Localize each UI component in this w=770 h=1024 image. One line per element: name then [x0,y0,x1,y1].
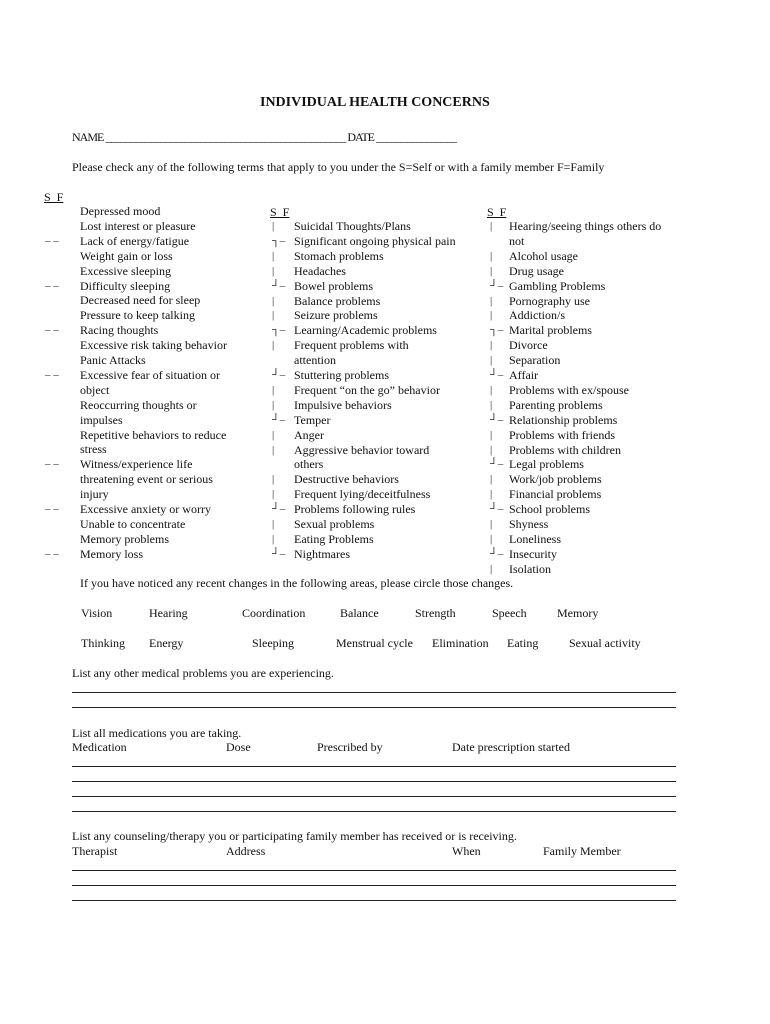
checkbox-mark-icon[interactable]: | [490,562,493,575]
counseling-line[interactable] [72,870,676,871]
concern-item[interactable]: Witness/experience life [80,457,193,472]
checkbox-mark-icon[interactable]: | [272,488,275,501]
change-area-option[interactable]: Balance [340,606,379,620]
concern-item[interactable]: Frequent problems with [294,338,409,353]
sf-header-col1: S F [44,190,64,204]
checkbox-mark-icon[interactable]: | [490,398,493,411]
concern-item[interactable]: others [294,457,324,472]
concern-item[interactable]: attention [294,353,336,368]
checkbox-mark-icon[interactable]: – – [45,324,59,337]
concern-item[interactable]: Pressure to keep talking [80,308,195,323]
concern-item[interactable]: threatening event or serious [80,472,213,487]
concern-item[interactable]: Temper [294,412,331,427]
checkbox-mark-icon[interactable]: | [490,220,493,232]
checkbox-mark-icon[interactable]: ┘– [490,369,504,381]
medical-problems-prompt: List any other medical problems you are experiencing. [72,666,334,680]
checkbox-mark-icon[interactable]: – – [45,368,59,381]
concern-item[interactable]: Depressed mood [80,204,161,218]
checkbox-mark-icon[interactable]: | [272,518,275,530]
change-area-option[interactable]: Menstrual cycle [336,636,413,650]
medical-problems-line[interactable] [72,707,676,708]
concern-item[interactable]: not [509,233,525,248]
counseling-line[interactable] [72,885,676,886]
checkbox-mark-icon[interactable]: ┘– [272,503,286,516]
checkbox-mark-icon[interactable]: | [490,264,493,277]
concern-item[interactable]: Gambling Problems [509,278,606,293]
checkbox-mark-icon[interactable]: | [490,518,493,530]
checkbox-mark-icon[interactable]: | [490,488,493,501]
checkbox-mark-icon[interactable]: | [490,339,493,352]
concern-item[interactable]: Unable to concentrate [80,516,186,531]
sf-header-col2: S F [270,205,290,219]
concern-item[interactable]: Divorce [509,338,548,353]
concern-item[interactable]: Work/job problems [509,472,602,487]
concern-item[interactable]: Pornography use [509,293,590,308]
medications-line[interactable] [72,811,676,812]
checkbox-mark-icon[interactable]: ┘– [272,413,286,426]
concern-item[interactable]: Relationship problems [509,412,618,427]
change-area-option[interactable]: Sexual activity [569,636,641,650]
concern-item[interactable]: Suicidal Thoughts/Plans [294,219,411,233]
concern-item[interactable]: Stomach problems [294,248,384,263]
concern-item[interactable]: object [80,382,110,397]
when-header: When [452,844,481,858]
checkbox-mark-icon[interactable]: ┘– [490,458,504,471]
checkbox-mark-icon[interactable]: ┘– [490,279,504,292]
change-area-option[interactable]: Vision [81,606,113,620]
checkbox-mark-icon[interactable]: | [272,473,275,486]
dose-header: Dose [226,740,251,754]
checkbox-mark-icon[interactable]: | [490,532,493,545]
concern-item[interactable]: Insecurity [509,546,557,561]
concern-item[interactable]: Legal problems [509,457,584,472]
checkbox-mark-icon[interactable]: – – [45,547,59,560]
concern-item[interactable]: injury [80,487,109,502]
checkbox-mark-icon[interactable]: | [490,443,493,456]
checkbox-mark-icon[interactable]: | [490,428,493,441]
concern-item[interactable]: Lost interest or pleasure [80,218,196,233]
concern-item[interactable]: Headaches [294,263,346,278]
date-started-header: Date prescription started [452,740,570,754]
form-title: INDIVIDUAL HEALTH CONCERNS [260,95,490,110]
concern-item[interactable]: Impulsive behaviors [294,397,392,412]
concern-item[interactable]: Difficulty sleeping [80,278,171,293]
name-date-line[interactable]: NAME ________________________________________________ DATE ________________ [72,130,456,144]
medications-line[interactable] [72,796,676,797]
concern-item[interactable]: Excessive sleeping [80,263,171,278]
concern-item[interactable]: Memory problems [80,531,169,546]
concern-item[interactable]: Separation [509,353,561,368]
checkbox-mark-icon[interactable]: | [272,532,275,545]
concern-item[interactable]: Repetitive behaviors to reduce [80,427,227,442]
checkbox-mark-icon[interactable]: | [272,249,275,262]
concern-item[interactable]: Frequent “on the go” behavior [294,382,440,397]
concern-item[interactable]: Excessive risk taking behavior [80,338,227,353]
change-area-option[interactable]: Memory [557,606,599,620]
checkbox-mark-icon[interactable]: ┘– [490,547,504,560]
medical-problems-line[interactable] [72,692,676,693]
change-area-option[interactable]: Hearing [149,606,188,620]
change-area-option[interactable]: Thinking [81,636,125,650]
concern-item[interactable]: Shyness [509,517,549,531]
checkbox-mark-icon[interactable]: | [272,428,275,441]
change-area-option[interactable]: Coordination [242,606,306,620]
concern-item[interactable]: Aggressive behavior toward [294,442,430,457]
concern-item[interactable]: Decreased need for sleep [80,293,201,308]
concern-item[interactable]: Eating Problems [294,531,374,546]
checkbox-mark-icon[interactable]: | [490,294,493,307]
address-header: Address [226,844,266,858]
instructions: Please check any of the following terms that apply to you under the S=Self or with a family member F=Family [72,160,605,174]
checkbox-mark-icon[interactable]: – – [45,503,59,515]
checkbox-mark-icon[interactable]: | [272,443,275,456]
checkbox-mark-icon[interactable]: – – [45,234,59,247]
concern-item[interactable]: Problems with children [509,442,621,457]
counseling-prompt: List any counseling/therapy you or participating family member has received or is receiving. [72,829,517,843]
concern-item[interactable]: Balance problems [294,293,381,308]
checkbox-mark-icon[interactable]: – – [45,279,59,292]
concern-item[interactable]: Reoccurring thoughts or [80,397,197,412]
concern-item[interactable]: Problems following rules [294,502,416,517]
checkbox-mark-icon[interactable]: ┐– [272,234,286,247]
checkbox-mark-icon[interactable]: | [272,264,275,277]
concern-item[interactable]: Racing thoughts [80,323,159,338]
concern-item[interactable]: Frequent lying/deceitfulness [294,487,431,502]
change-area-option[interactable]: Sleeping [252,636,294,650]
concern-item[interactable]: Lack of energy/fatigue [80,233,190,248]
sf-header-col3: S F [487,205,507,219]
checkbox-mark-icon[interactable]: | [490,309,493,322]
concern-item[interactable]: Learning/Academic problems [294,323,437,338]
concern-item[interactable]: Seizure problems [294,308,378,323]
change-area-option[interactable]: Speech [492,606,527,620]
concern-item[interactable]: Anger [294,427,324,442]
checkbox-mark-icon[interactable]: | [490,354,493,367]
checkbox-mark-icon[interactable]: | [272,383,275,396]
change-area-option[interactable]: Elimination [432,636,489,650]
checkbox-mark-icon[interactable]: | [490,473,493,486]
concern-item[interactable]: Memory loss [80,546,143,561]
medications-line[interactable] [72,766,676,767]
concern-item[interactable]: School problems [509,502,590,517]
medication-header: Medication [72,740,127,754]
concern-item[interactable]: Bowel problems [294,278,373,293]
concern-item[interactable]: Parenting problems [509,397,603,412]
change-area-option[interactable]: Strength [415,606,456,620]
concern-item[interactable]: Addiction/s [509,308,565,323]
checkbox-mark-icon[interactable]: ┐– [272,324,286,337]
prescribed-by-header: Prescribed by [317,740,383,754]
concern-item[interactable]: Loneliness [509,531,561,546]
concern-item[interactable]: Excessive fear of situation or [80,367,220,382]
concern-item[interactable]: Drug usage [509,263,564,278]
change-area-option[interactable]: Energy [149,636,184,650]
concern-item[interactable]: impulses [80,412,123,427]
counseling-line[interactable] [72,900,676,901]
concern-item[interactable]: Marital problems [509,323,592,338]
concern-item[interactable]: Panic Attacks [80,353,146,367]
checkbox-mark-icon[interactable]: | [272,220,275,232]
concern-item[interactable]: Significant ongoing physical pain [294,233,456,248]
therapist-header: Therapist [72,844,118,858]
checkbox-mark-icon[interactable]: ┘– [490,413,504,426]
concern-item[interactable]: Affair [509,368,539,382]
checkbox-mark-icon[interactable]: ┘– [272,547,286,560]
checkbox-mark-icon[interactable]: ┘– [272,369,286,381]
concern-item[interactable]: Isolation [509,561,551,576]
concern-item[interactable]: Destructive behaviors [294,472,399,487]
checkbox-mark-icon[interactable]: ┐– [490,324,504,337]
concern-item[interactable]: Stuttering problems [294,368,389,382]
checkbox-mark-icon[interactable]: | [272,339,275,352]
family-member-header: Family Member [543,844,621,858]
change-area-option[interactable]: Eating [507,636,539,650]
concern-item[interactable]: Excessive anxiety or worry [80,502,211,516]
concern-item[interactable]: Sexual problems [294,517,375,531]
concern-item[interactable]: Weight gain or loss [80,248,173,263]
concern-item[interactable]: Problems with ex/spouse [509,382,629,397]
concern-item[interactable]: stress [80,442,107,457]
concern-item[interactable]: Alcohol usage [509,248,578,263]
concern-item[interactable]: Hearing/seeing things others do [509,219,662,233]
medications-line[interactable] [72,781,676,782]
checkbox-mark-icon[interactable]: | [490,383,493,396]
checkbox-mark-icon[interactable]: | [272,294,275,307]
checkbox-mark-icon[interactable]: | [272,398,275,411]
checkbox-mark-icon[interactable]: | [490,249,493,262]
changes-prompt: If you have noticed any recent changes in the following areas, please circle those changes. [80,576,514,590]
concern-item[interactable]: Problems with friends [509,427,615,442]
checkbox-mark-icon[interactable]: – – [45,458,59,471]
checkbox-mark-icon[interactable]: | [272,309,275,322]
checkbox-mark-icon[interactable]: ┘– [490,503,504,516]
concern-item[interactable]: Nightmares [294,546,350,561]
medications-prompt: List all medications you are taking. [72,726,242,740]
checkbox-mark-icon[interactable]: ┘– [272,279,286,292]
concern-item[interactable]: Financial problems [509,487,602,502]
